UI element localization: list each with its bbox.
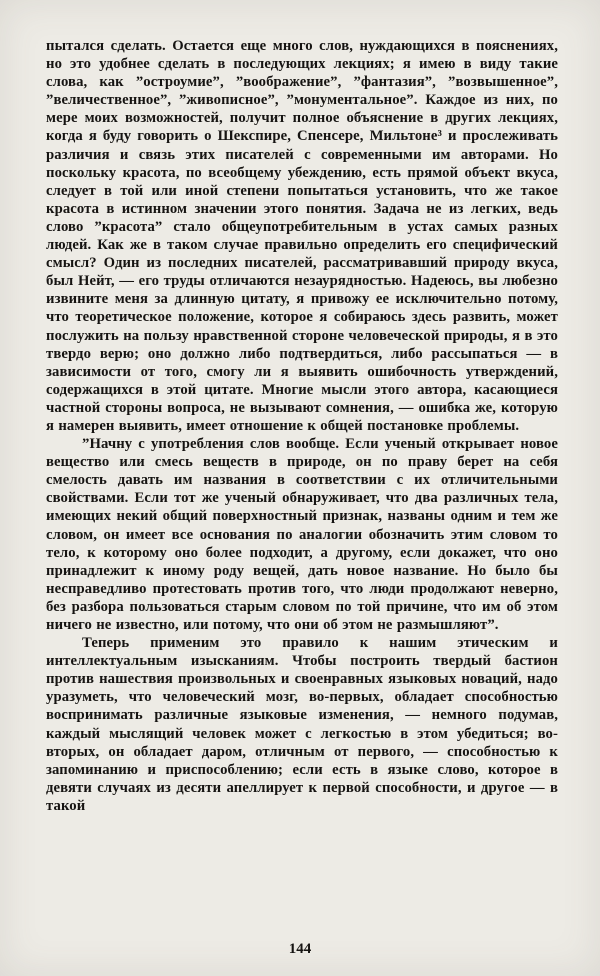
page-number: 144 [288, 941, 312, 957]
paragraph-quote: ”Начну с употребления слов вообще. Если ученый открывает новое вещество или смесь веществ в природе, он по праву берет на себя смелость давать им названия в соответствии с их отличительными свойствами. Если тот же ученый обнаруживает, что два различных тела, имеющих некий общий поверхностный признак, названы одним и тем же словом, он имеет все основания по аналогии обозначить этим словом то тело, к которому оно более подходит, а другому, если докажет, что оно принадлежит к иному роду вещей, дать новое название. Но было бы несправедливо протестовать против того, что люди продолжают неверно, без разбора пользоваться старым словом по той причине, что им об этом ничего не известно, или потому, что они об этом не размышляют”. [46, 436, 558, 633]
paragraph: Теперь применим это правило к нашим этическим и интеллектуальным изысканиям. Чтобы построить твердый бастион против нашествия произвольных и своенравных языковых новаций, надо уразуметь, что человеческий мозг, во-первых, обладает способностью воспринимать различные языковые изменения, — немного подумав, каждый мыслящий человек может с легкостью в этом убедиться; во-вторых, он обладает даром, отличным от первого, — способностью к запоминанию и приспособлению; если есть в языке слово, которое в девяти случаях из десяти апеллирует к первой способности, и другое — в такой [46, 635, 558, 814]
paragraph-continuation: пытался сделать. Остается еще много слов, нуждающихся в пояснениях, но это удобнее сделать в последующих лекциях; я имею в виду такие слова, как ”остроумие”, ”воображение”, ”фантазия”, ”возвышенное”, ”величественное”, ”живописное”, ”монументальное”. Каждое из них, по мере моих возможностей, получит полное объяснение в других лекциях, когда я буду говорить о Шекспире, Спенсере, Мильтоне³ и прослеживать различия и связь этих писателей с современными им авторами. Но поскольку красота, по всеобщему убеждению, есть прямой объект вкуса, следует в той или иной степени попытаться установить, что же такое красота в истинном значении этого понятия. Задача не из легких, ведь слово ”красота” стало общеупотребительным в устах самых разных людей. Как же в таком случае правильно определить его специфический смысл? Один из последних писателей, рассматривавший природу вкуса, был Нейт, — его труды отличаются незаурядностью. Надеюсь, вы любезно извините меня за длинную цитату, я привожу ее исключительно потому, что теоретическое положение, которое я собираюсь здесь развить, может послужить на пользу нравственной стороне человеческой природы, я в это твердо верю; оно должно либо подтвердиться, либо рассыпаться — в зависимости от того, смогу ли я выявить ошибочность утверждений, содержащихся в этой цитате. Многие мысли этого автора, касающиеся частной стороны вопроса, не вызывают сомнения, — ошибка же, которую я намерен выявить, имеет отношение к общей постановке проблемы. [46, 38, 558, 434]
